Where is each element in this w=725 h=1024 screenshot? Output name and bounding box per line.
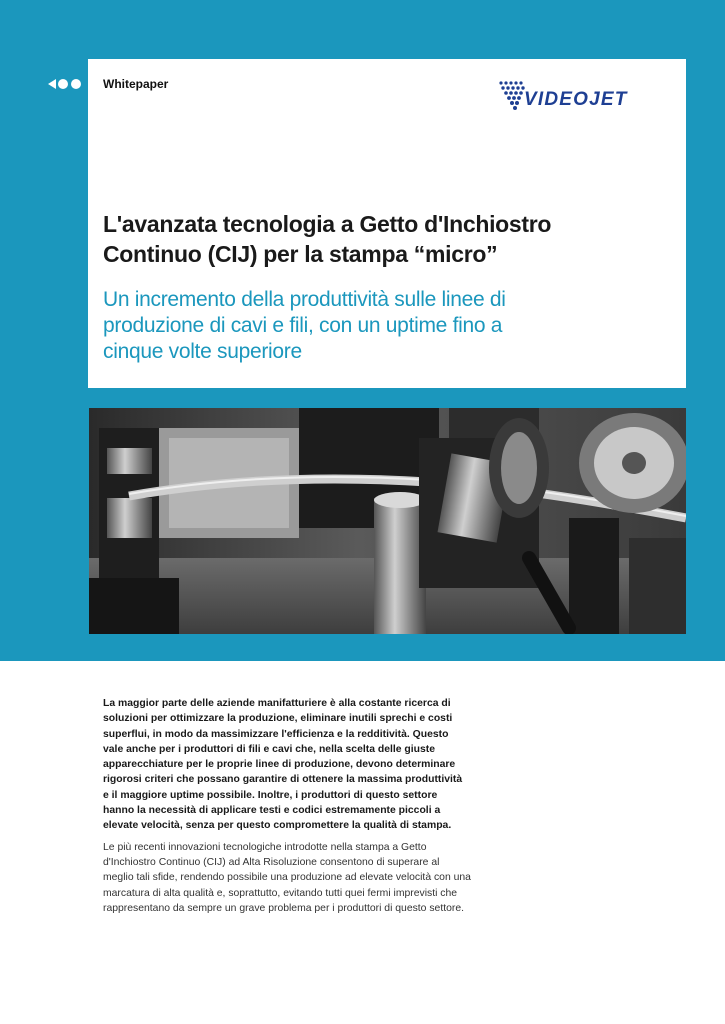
body-line: Le più recenti innovazioni tecnologiche introdotte nella stampa a Getto bbox=[103, 841, 427, 853]
title-line: L'avanzata tecnologia a Getto d'Inchiostro bbox=[103, 211, 552, 237]
subtitle-line: Un incremento della produttività sulle linee di bbox=[103, 288, 506, 311]
lead-line: e il maggiore uptime possibile. Inoltre, i produttori di questo settore bbox=[103, 789, 438, 801]
lead-line: soluzioni per ottimizzare la produzione, eliminare inutili sprechi e costi bbox=[103, 713, 453, 725]
document-subtitle bbox=[103, 287, 678, 365]
lead-line: rigorosi criteri che possano garantire di ottenere la massima produttività bbox=[103, 774, 463, 786]
body-line: d'Inchiostro Continuo (CIJ) ad Alta Risoluzione consentono di superare al bbox=[103, 856, 440, 868]
navigation-dots-icon bbox=[48, 78, 82, 90]
body-line: meglio tali sfide, rendendo possibile una produzione ad elevate velocità con una bbox=[103, 872, 471, 884]
lead-line: La maggior parte delle aziende manifatturiere è alla costante ricerca di bbox=[103, 698, 451, 709]
lead-line: hanno la necessità di applicare testi e codici estremamente piccoli a bbox=[103, 805, 441, 817]
lead-line: vale anche per i produttori di fili e cavi che, nella scelta delle giuste bbox=[103, 743, 436, 755]
subtitle-line: produzione di cavi e fili, con un uptime fino a bbox=[103, 314, 503, 337]
body-line: rappresentano da sempre un grave problema per i produttori di questo settore. bbox=[103, 902, 464, 914]
wire-cable-machinery-photo-icon bbox=[89, 408, 686, 634]
videojet-logo bbox=[498, 79, 676, 113]
document-title bbox=[103, 209, 673, 269]
title-card bbox=[88, 59, 686, 388]
lead-line: apparecchiature per le proprie linee di produzione, devono determinare bbox=[103, 759, 456, 771]
lead-line: superflui, in modo da massimizzare l'efficienza e la redditività. Questo bbox=[103, 728, 449, 740]
machinery-photo bbox=[89, 408, 686, 634]
body-text bbox=[103, 696, 488, 916]
lead-paragraph bbox=[103, 696, 488, 834]
lead-line: elevate velocità, senza per questo compromettere la qualità di stampa. bbox=[103, 820, 452, 832]
videojet-logo-icon bbox=[498, 79, 676, 113]
body-paragraph bbox=[103, 840, 488, 916]
svg-text:VIDEOJET: VIDEOJET bbox=[524, 89, 628, 110]
subtitle-line: cinque volte superiore bbox=[103, 340, 302, 363]
document-type-label: Whitepaper bbox=[103, 77, 169, 91]
title-line: Continuo (CIJ) per la stampa “micro” bbox=[103, 241, 498, 267]
body-line: marcatura di alta qualità e, soprattutto, evitando tutti quei fermi imprevisti che bbox=[103, 887, 458, 899]
